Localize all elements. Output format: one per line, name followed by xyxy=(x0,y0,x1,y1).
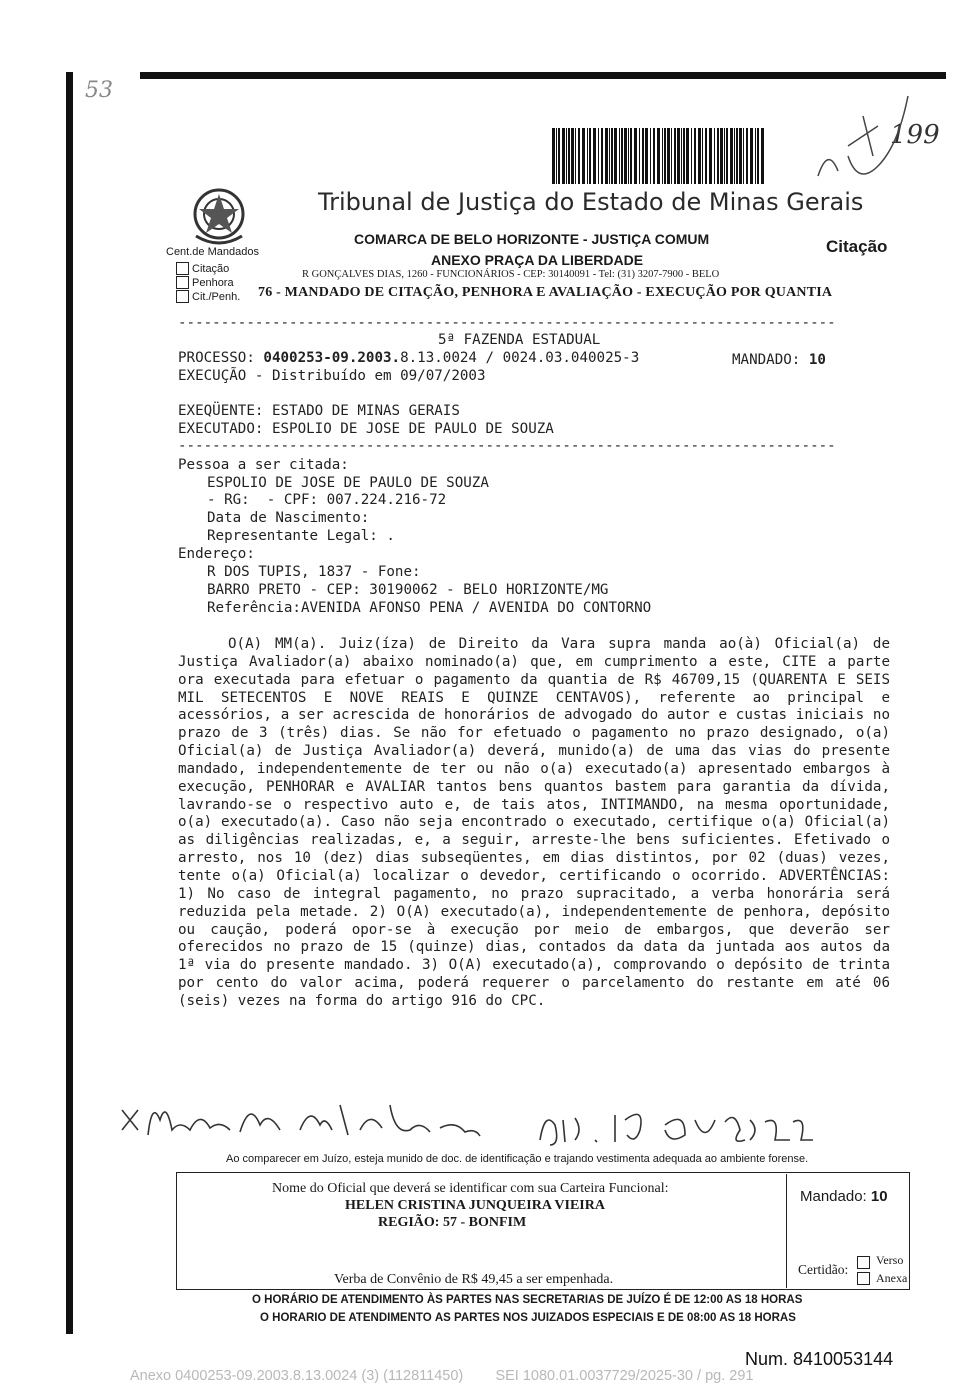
mandado-box-number: 10 xyxy=(870,1188,888,1205)
execucao-line: EXECUÇÃO - Distribuído em 09/07/2003 xyxy=(178,368,486,384)
executado-line: EXECUTADO: ESPOLIO DE JOSE DE PAULO DE SOUZA xyxy=(178,421,554,437)
officer-box-divider xyxy=(786,1174,787,1288)
exequente-line: EXEQÜENTE: ESTADO DE MINAS GERAIS xyxy=(178,403,460,419)
processo-number-bold: 0400253-09.2003. xyxy=(263,350,401,366)
officer-caption: Nome do Oficial que deverá se identificar com sua Carteira Funcional: xyxy=(272,1181,669,1196)
convenio-fee: Verba de Convênio de R$ 49,45 a ser empenhada. xyxy=(334,1272,614,1287)
person-heading: Pessoa a ser citada: xyxy=(178,457,349,473)
processo-line xyxy=(178,350,639,366)
handwritten-rg-number xyxy=(535,1100,815,1150)
checkbox-label: Cit./Penh. xyxy=(192,290,241,303)
mandado-box-label-text: Mandado: xyxy=(800,1188,867,1205)
handwritten-page-mark: 53 xyxy=(85,78,113,103)
attendance-notice: Ao comparecer em Juízo, esteja munido de doc. de identificação e trajando vestimenta adequada ao ambiente forense. xyxy=(226,1153,809,1165)
document-number-stamp: Num. 8410053144 xyxy=(745,1349,894,1369)
mandado-number: 10 xyxy=(808,352,826,368)
person-ids: - RG: - CPF: 007.224.216-72 xyxy=(207,492,447,508)
address-heading: Endereço: xyxy=(178,546,255,562)
address-reference: Referência:AVENIDA AFONSO PENA / AVENIDA DO CONTORNO xyxy=(207,600,652,616)
person-birth: Data de Nascimento: xyxy=(207,510,370,526)
barcode xyxy=(552,128,766,184)
checkbox-label: Penhora xyxy=(192,276,234,289)
checkbox-label: Citação xyxy=(192,262,230,275)
address-street: R DOS TUPIS, 1837 - Fone: xyxy=(207,564,421,580)
processo-label: PROCESSO: xyxy=(178,350,255,366)
officer-region: REGIÃO: 57 - BONFIM xyxy=(378,1215,527,1230)
top-border-rule xyxy=(140,72,946,79)
address-city: BARRO PRETO - CEP: 30190062 - BELO HORIZONTE/MG xyxy=(207,582,609,598)
handwritten-scribble xyxy=(808,86,928,196)
verso-label: Verso xyxy=(876,1253,904,1267)
mandado-label: MANDADO: xyxy=(732,352,801,368)
mandado-box-label xyxy=(800,1188,888,1205)
comarca-heading: COMARCA DE BELO HORIZONTE - JUSTIÇA COMUM xyxy=(354,231,710,247)
separator-line: ----------------------------------------------------------------------------- xyxy=(178,315,836,331)
vara-name: 5ª FAZENDA ESTADUAL xyxy=(438,332,601,348)
anexa-label: Anexa xyxy=(876,1271,908,1285)
checkbox-cit-penh[interactable] xyxy=(176,290,240,303)
person-name: ESPOLIO DE JOSE DE PAULO DE SOUZA xyxy=(207,475,489,491)
mandado-line xyxy=(732,352,826,368)
mandate-body-text: O(A) MM(a). Juiz(íza) de Direito da Vara supra manda ao(à) Oficial(a) de Justiça Avaliador(a) abaixo nominado(a) que, em cumprimento a este, CITE a parte ora executada para efetuar o pagamento da quantia de R$ 46709,15 (QUARENTA E SEIS MIL SETECENTOS E NOVE REAIS E QUINZE CENTAVOS), referente ao principal e acessórios, a ser acrescida de honorários de advogado do autor e custas iniciais no prazo de 3 (três) dias. Se não for efetuado o pagamento no prazo designado, o(a) Oficial(a) de Justiça Avaliador(a) deverá, munido(a) de uma das vias do presente mandado, independentemente de ter ou não o(a) executado(a) apresentado embargos à execução, PENHORAR e AVALIAR tantos bens quantos bastem para garantia da dívida, lavrando-se o respectivo auto e, de tais atos, INTIMANDO, na mesma oportunidade, o(a) executado(a). Caso não seja encontrado o executado, certifique o(a) Oficial(a) as diligências realizadas, e, a seguir, arreste-lhe bens suficientes. Efetivado o arresto, nos 10 (dez) dias subseqüentes, em dias distintos, por 02 (duas) vezes, tente o(a) Oficial(a) localizar o devedor, certificando o ocorrido. ADVERTÊNCIAS: 1) No caso de integral pagamento, no prazo supracitado, a verba honorária será reduzida pela metade. 2) O(A) executado(a), independentemente de penhora, depósito ou caução, poderá opor-se à execução por meio de embargos, que deverão ser oferecidos no prazo de 15 (quinze) dias, contados da data da juntada aos autos da 1ª via do presente mandado. 3) O(A) executado(a), comprovando o depósito de trinta por cento do valor acima, poderá requerer o parcelamento do restante em até 06 (seis) vezes na forma do artigo 916 do CPC. xyxy=(178,636,890,1009)
checkbox-citacao[interactable] xyxy=(176,262,229,275)
document-type-label: Citação xyxy=(826,237,888,256)
hours-notice-secretarias: O HORÁRIO DE ATENDIMENTO ÀS PARTES NAS SECRETARIAS DE JUÍZO É DE 12:00 AS 18 HORAS xyxy=(252,1294,803,1306)
separator-line: ----------------------------------------------------------------------------- xyxy=(178,438,836,454)
checkbox-anexa[interactable] xyxy=(857,1272,870,1285)
certidao-label: Certidão: xyxy=(798,1262,849,1277)
left-border-rule xyxy=(66,72,73,1334)
footer-reference: Anexo 0400253-09.2003.8.13.0024 (3) (112811450) SEI 1080.01.0037729/2025-30 / pg. 291 xyxy=(130,1368,754,1384)
processo-number-rest: 8.13.0024 / 0024.03.040025-3 xyxy=(400,350,640,366)
handwritten-signature xyxy=(120,1090,500,1150)
hours-notice-juizados: O HORÁRIO DE ATENDIMENTO ÀS PARTES NOS JUIZADOS ESPECIAIS É DE 08:00 AS 18 HORAS xyxy=(260,1312,796,1324)
person-representative: Representante Legal: . xyxy=(207,528,395,544)
mandado-title: 76 - MANDADO DE CITAÇÃO, PENHORA E AVALIAÇÃO - EXECUÇÃO POR QUANTIA xyxy=(258,285,833,300)
coat-of-arms-emblem xyxy=(186,184,252,250)
cent-mandados-label: Cent.de Mandados xyxy=(166,246,259,258)
anexo-heading: ANEXO PRAÇA DA LIBERDADE xyxy=(431,252,644,268)
court-address: R GONÇALVES DIAS, 1260 - FUNCIONÁRIOS - CEP: 30140091 - Tel: (31) 3207-7900 - BELO xyxy=(302,269,720,280)
officer-name: HELEN CRISTINA JUNQUEIRA VIEIRA xyxy=(345,1198,605,1213)
court-name: Tribunal de Justiça do Estado de Minas Gerais xyxy=(318,188,864,216)
checkbox-penhora[interactable] xyxy=(176,276,234,289)
handwritten-folio-number: 199 xyxy=(890,120,940,150)
checkbox-verso[interactable] xyxy=(857,1256,870,1269)
